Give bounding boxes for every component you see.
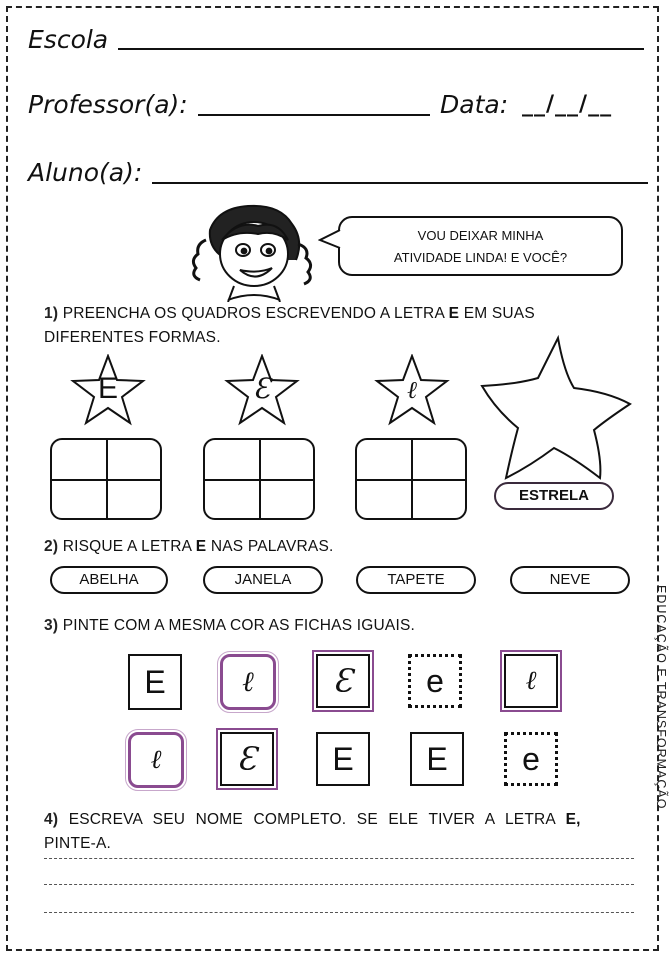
school-label: Escola xyxy=(28,25,109,54)
star-2-letter: Ɛ xyxy=(253,372,271,405)
card-row1-2-letter: ℓ xyxy=(242,665,254,698)
card-row1-4-letter: e xyxy=(426,662,444,699)
student-label: Aluno(a): xyxy=(28,158,143,187)
card-row2-4[interactable] xyxy=(410,732,464,786)
card-row1-5-letter: ℓ xyxy=(525,666,537,696)
q2-text-after: NAS PALAVRAS. xyxy=(210,538,334,555)
letter-grid-3[interactable] xyxy=(355,438,467,520)
q3-number: 3) xyxy=(44,617,59,634)
q4-number: 4) xyxy=(44,811,59,828)
star-word-label: ESTRELA xyxy=(494,482,614,510)
letter-grid-2[interactable] xyxy=(203,438,315,520)
card-row1-2[interactable] xyxy=(220,654,276,710)
q3-text: PINTE COM A MESMA COR AS FICHAS IGUAIS. xyxy=(62,617,416,634)
speech-bubble xyxy=(338,216,623,276)
q1-number: 1) xyxy=(44,305,59,322)
question-3 xyxy=(44,617,415,635)
star-3-letter: ℓ xyxy=(407,376,417,404)
big-star-shape xyxy=(478,332,634,482)
card-row2-5-letter: e xyxy=(522,740,540,777)
star-1-letter: E xyxy=(97,372,118,405)
write-line-2[interactable] xyxy=(44,884,634,885)
card-row2-2-letter: Ɛ xyxy=(237,740,257,778)
letter-grid-1[interactable] xyxy=(50,438,162,520)
q1-highlight: E xyxy=(448,305,460,322)
write-line-1[interactable] xyxy=(44,858,634,859)
teacher-line xyxy=(198,114,430,116)
student-line xyxy=(152,182,648,184)
girl-illustration xyxy=(188,200,322,302)
card-row2-1-letter: ℓ xyxy=(150,745,162,775)
word-tapete[interactable]: TAPETE xyxy=(356,566,476,594)
date-label: Data: xyxy=(440,90,509,119)
card-row1-3-letter: Ɛ xyxy=(333,662,353,700)
teacher-label: Professor(a): xyxy=(28,90,188,119)
q1-text-before: PREENCHA OS QUADROS ESCREVENDO A LETRA xyxy=(62,305,445,322)
card-row1-5[interactable] xyxy=(504,654,558,708)
q4-highlight: E, xyxy=(565,811,581,828)
bubble-tail xyxy=(318,228,342,250)
q1-text-after: EM SUAS DIFERENTES FORMAS. xyxy=(44,305,535,346)
question-2 xyxy=(44,538,334,556)
card-row2-3-letter: E xyxy=(332,740,354,777)
word-neve[interactable]: NEVE xyxy=(510,566,630,594)
write-line-3[interactable] xyxy=(44,912,634,913)
card-row1-1-letter: E xyxy=(144,663,166,700)
q2-number: 2) xyxy=(44,538,59,555)
bubble-line-1: VOU DEIXAR MINHA xyxy=(417,228,544,243)
bubble-line-2: ATIVIDADE LINDA! E VOCÊ? xyxy=(393,250,568,265)
word-abelha[interactable]: ABELHA xyxy=(50,566,168,594)
word-janela[interactable]: JANELA xyxy=(203,566,323,594)
side-credit xyxy=(652,585,670,875)
q4-text-after: PINTE-A. xyxy=(44,835,112,852)
side-credit-text: EDUCAÇÃO E TRANSFORMAÇÃO xyxy=(654,585,668,810)
school-line xyxy=(118,48,644,50)
card-row2-1[interactable] xyxy=(128,732,184,788)
question-4 xyxy=(44,808,639,856)
card-row2-3[interactable] xyxy=(316,732,370,786)
q4-text-before: ESCREVA SEU NOME COMPLETO. SE ELE TIVER A LETRA xyxy=(68,811,556,828)
q2-text-before: RISQUE A LETRA xyxy=(62,538,192,555)
card-row2-5[interactable] xyxy=(504,732,558,786)
card-row1-4[interactable] xyxy=(408,654,462,708)
card-row2-2[interactable] xyxy=(220,732,274,786)
card-row1-3[interactable] xyxy=(316,654,370,708)
q2-highlight: E xyxy=(195,538,207,555)
date-blank: __/__/__ xyxy=(522,92,613,117)
card-row2-4-letter: E xyxy=(426,740,448,777)
card-row1-1[interactable] xyxy=(128,654,182,710)
